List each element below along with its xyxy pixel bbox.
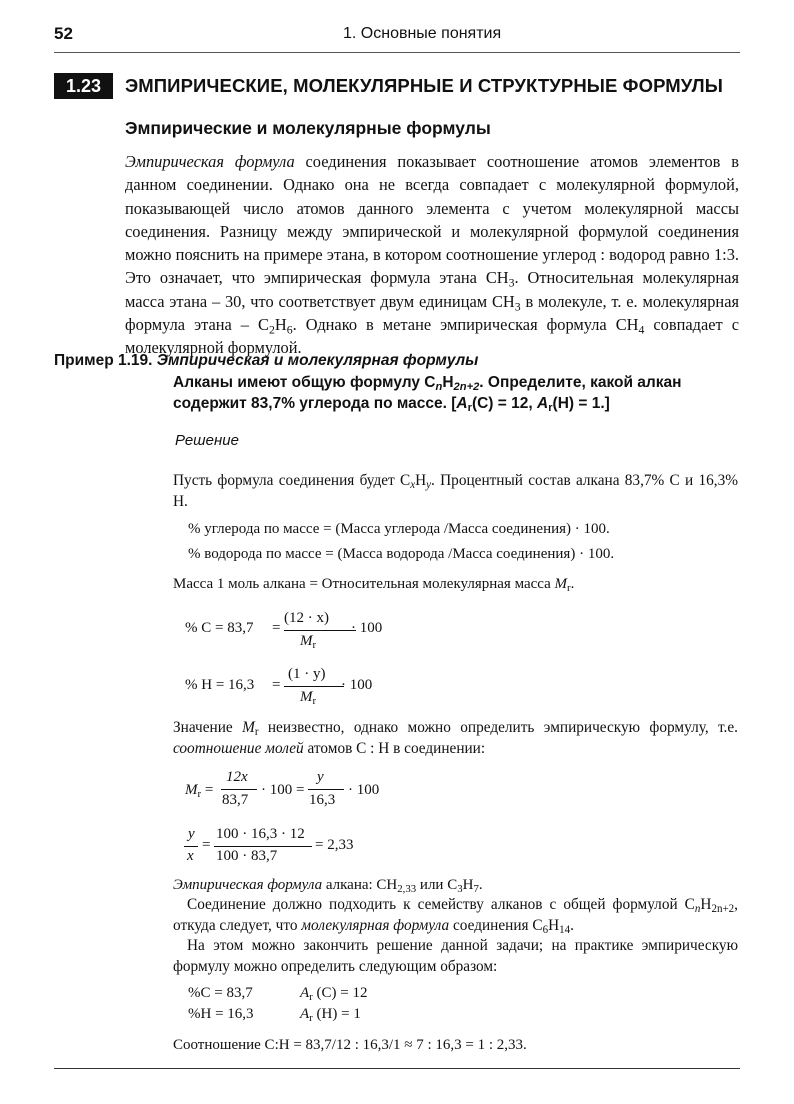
eq3-left: $M_r$ = bbox=[185, 782, 214, 801]
term-molecular: молекулярная формула bbox=[301, 916, 450, 934]
subscript: 3 bbox=[514, 299, 521, 314]
subscript: n bbox=[694, 903, 701, 916]
fraction-bar bbox=[284, 630, 356, 631]
alkane-family-paragraph: Соединение должно подходить к семейству алканов с общей формулой $C_nH_{2n+2}$, откуда следует, что молекулярная формула соединения $C_6H_{14}$. bbox=[173, 896, 738, 936]
eq1-denominator bbox=[300, 633, 316, 650]
assumption-paragraph bbox=[173, 471, 738, 512]
text: Масса 1 моль алкана = Относительная молекулярная масса bbox=[173, 576, 555, 592]
text: алкана: CH bbox=[322, 877, 398, 893]
example-block bbox=[54, 350, 744, 415]
empirical-formula-result: Эмпирическая формула алкана: $CH_{2,33}$ или $C_3H_7$. bbox=[173, 877, 483, 896]
term-empirical: Эмпирическая формула bbox=[125, 152, 295, 171]
ratio-line: Соотношение C:H = 83,7/12 : 16,3/1 ≈ 7 : 16,3 = 1 : 2,33. bbox=[173, 1037, 527, 1053]
eq4-numerator1: y bbox=[188, 826, 195, 842]
intro-text: . Однако в метане эмпирическая формула СН bbox=[292, 315, 639, 335]
subscript: r bbox=[309, 1012, 313, 1025]
subscript: 6 bbox=[542, 923, 549, 936]
text: , откуда следует, что bbox=[173, 896, 738, 934]
subscript: r bbox=[309, 991, 313, 1004]
subscript: x bbox=[410, 479, 416, 492]
text: атомов C : H в соединении: bbox=[303, 739, 486, 757]
equals-sign: = bbox=[272, 620, 281, 636]
text: H bbox=[415, 472, 427, 489]
running-header: 1. Основные понятия bbox=[343, 25, 502, 42]
eq3-numerator2: y bbox=[317, 769, 324, 785]
fraction-bar bbox=[221, 789, 257, 790]
text: . Процентный состав алкана 83,7% C и 16,3% H. bbox=[173, 472, 738, 510]
eq1-numerator: (12 · x) bbox=[284, 610, 329, 626]
task-text: H bbox=[442, 373, 454, 391]
example-header bbox=[54, 350, 744, 372]
task-text: . Определите, какой алкан bbox=[479, 373, 682, 391]
eq4-denominator1: x bbox=[187, 848, 194, 864]
equals-sign: = bbox=[202, 837, 211, 853]
mr-symbol: M bbox=[242, 719, 255, 736]
eq2-denominator bbox=[300, 689, 316, 706]
eq1-right: · 100 bbox=[351, 620, 383, 636]
eq2-right: · 100 bbox=[341, 677, 373, 693]
subscript: 2n+2 bbox=[453, 380, 480, 393]
eq3-right: · 100 bbox=[348, 782, 380, 798]
text: Соединение должно подходить к семейству алканов с общей формулой C bbox=[187, 896, 695, 913]
page-number: 52 bbox=[54, 24, 73, 43]
bottom-rule bbox=[54, 1068, 740, 1069]
task-symbol: A bbox=[536, 395, 549, 412]
fraction-bar bbox=[284, 686, 344, 687]
intro-text: . Относительная молекулярная масса этана – 30, что соответствует двум единицам СН bbox=[125, 268, 739, 311]
header-rule bbox=[54, 52, 740, 53]
subscript: 2 bbox=[268, 322, 275, 337]
list-atomic-mass-carbon bbox=[300, 985, 368, 1002]
subscript: r bbox=[548, 402, 553, 415]
subscript: r bbox=[467, 402, 472, 415]
text: или C bbox=[416, 877, 458, 893]
carbon-percent-formula: % углерода по массе = (Масса углерода /Масса соединения) · 100. bbox=[188, 521, 610, 537]
example-label: Пример 1.19. bbox=[54, 352, 153, 369]
mr-symbol: M bbox=[185, 782, 198, 798]
molar-mass-line: Масса 1 моль алкана = Относительная молекулярная масса $M_r$. bbox=[173, 576, 575, 595]
section-title: ЭМПИРИЧЕСКИЕ, МОЛЕКУЛЯРНЫЕ И СТРУКТУРНЫЕ ФОРМУЛЫ bbox=[125, 75, 723, 96]
subscript: 6 bbox=[286, 322, 293, 337]
ar-symbol: A bbox=[300, 985, 310, 1001]
task-text: (H) = 1.] bbox=[552, 395, 610, 412]
subscript: n bbox=[435, 380, 443, 393]
task-symbol: A bbox=[456, 395, 468, 412]
intro-text: в молекуле, т. е. молекулярная формула этана – С bbox=[125, 291, 740, 335]
eq3-numerator1: 12x bbox=[226, 769, 248, 785]
text: H bbox=[700, 896, 712, 913]
solution-heading: Решение bbox=[175, 432, 239, 449]
fraction-bar bbox=[214, 846, 312, 847]
mr-paragraph bbox=[173, 718, 738, 759]
text: (C) = 12 bbox=[312, 985, 368, 1001]
equals-sign: = bbox=[272, 677, 281, 693]
subscript: 2,33 bbox=[397, 883, 417, 896]
subsection-title: Эмпирические и молекулярные формулы bbox=[125, 118, 491, 138]
subscript: r bbox=[567, 582, 571, 595]
eq1-left: % C = 83,7 bbox=[185, 620, 254, 636]
mr-symbol: M bbox=[300, 689, 313, 705]
subscript: 3 bbox=[508, 275, 515, 290]
intro-text: соединения показывает соотношение атомов элементов в данном соединении. Однако она не всегда совпадает с молекулярной формулой, показывающей число атомов данного элемента с учетом молекулярной массы соединения. Разницу между эмпирической и молекулярной формулой соединения можно пояснить на примере этана, в котором соотношение углерод : водород равно 1:3. Это означает, что эмпирическая формула этана СН bbox=[125, 152, 739, 288]
list-percent-carbon: %C = 83,7 bbox=[188, 985, 253, 1001]
text: Значение bbox=[173, 719, 243, 736]
practice-paragraph: На этом можно закончить решение данной задачи; на практике эмпирическую формулу можно определить следующим образом: bbox=[173, 937, 738, 975]
intro-text: совпадает с молекулярной формулой. bbox=[125, 315, 739, 358]
text: соединения C bbox=[449, 916, 543, 934]
subscript: 4 bbox=[638, 322, 645, 337]
ar-symbol: A bbox=[300, 1006, 310, 1022]
eq2-numerator: (1 · y) bbox=[288, 666, 326, 682]
subscript: y bbox=[426, 479, 432, 492]
task-text: содержит 83,7% углерода по массе. [ bbox=[173, 395, 457, 412]
subscript: r bbox=[312, 695, 317, 708]
task-text: Алканы имеют общую формулу C bbox=[173, 373, 436, 391]
hydrogen-percent-formula: % водорода по массе = (Масса водорода /Масса соединения) · 100. bbox=[188, 546, 615, 562]
term-empirical: Эмпирическая формула bbox=[173, 877, 323, 893]
text: неизвестно, однако можно определить эмпирическую формулу, т.е. bbox=[258, 719, 738, 736]
text: Пусть формула соединения будет C bbox=[173, 472, 411, 489]
mr-symbol: M bbox=[300, 633, 313, 649]
subscript: r bbox=[312, 639, 317, 652]
eq3-middle: · 100 = bbox=[261, 782, 305, 798]
fraction-bar bbox=[308, 789, 344, 790]
task-text: (C) = 12, bbox=[471, 395, 537, 412]
eq3-denominator1: 83,7 bbox=[222, 792, 249, 808]
text: (H) = 1 bbox=[312, 1006, 361, 1022]
subscript: 14 bbox=[559, 923, 571, 936]
text: H bbox=[548, 916, 560, 934]
subscript: r bbox=[197, 788, 202, 801]
eq4-denominator2: 100 · 83,7 bbox=[216, 848, 278, 864]
mr-symbol: M bbox=[554, 576, 568, 592]
text: H bbox=[462, 877, 474, 893]
subscript: 3 bbox=[457, 883, 463, 896]
intro-paragraph bbox=[125, 150, 739, 360]
subscript: 7 bbox=[473, 883, 479, 896]
eq3-denominator2: 16,3 bbox=[309, 792, 336, 808]
eq4-result: = 2,33 bbox=[315, 837, 354, 853]
subscript: 2n+2 bbox=[711, 903, 735, 916]
intro-text: Н bbox=[274, 315, 287, 335]
subscript: r bbox=[254, 726, 259, 739]
eq2-left: % H = 16,3 bbox=[185, 677, 255, 693]
term-mole-ratio: соотношение молей bbox=[173, 739, 304, 757]
fraction-bar bbox=[184, 846, 198, 847]
list-atomic-mass-hydrogen bbox=[300, 1006, 361, 1023]
section-number-badge: 1.23 bbox=[54, 73, 113, 99]
example-task bbox=[54, 372, 744, 415]
list-percent-hydrogen: %H = 16,3 bbox=[188, 1006, 254, 1022]
example-title: Эмпирическая и молекулярная формулы bbox=[156, 352, 479, 369]
eq4-numerator2: 100 · 16,3 · 12 bbox=[216, 826, 305, 842]
